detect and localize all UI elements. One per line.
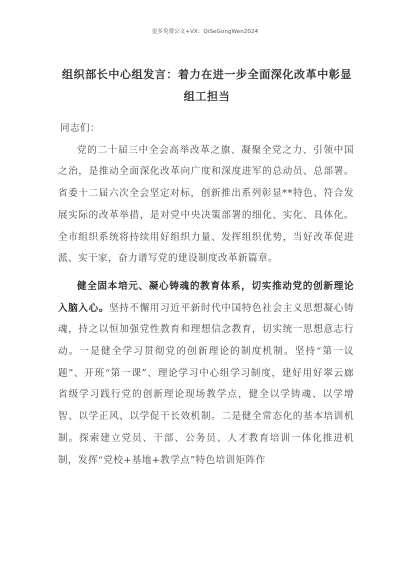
paragraph-1: 党的二十届三中全会高举改革之旗、凝聚全党之力、引领中国之治，是推动全面深化改革向广度和深度进军的总动员、总部署。省委十二届六次全会坚定对标，创新推出系列彰显**特色、符合发展实际的改革举措，是对党中央决策部署的细化、实化、具体化。全市组织系统将持续用好组织力量、发挥组织优势，当好改革促进派、实干家，奋力谱写党的建设制度改革新篇章。 — [58, 144, 354, 265]
document-title: 组织部长中心组发言：着力在进一步全面深化改革中彰显组工担当 — [62, 68, 352, 103]
header-note: 更多免费公文+VX：QiSeGongWen2024 — [151, 29, 259, 35]
paragraph-2-body: 坚持不懈用习近平新时代中国特色社会主义思想凝心铸魂，持之以恒加强党性教育和理想信念教育，切实统一思想意志行动。一是健全学习贯彻党的创新理论的制度机制。坚持“第一议题”、开班“第一课”、理论学习中心组学习制度，建好用好翠云廊省级学习践行党的创新理论现场教学点，健全以学铸魂、以学增智、以学正风、以学促干长效机制。二是健全常态化的基本培训机制。探索建立党员、干部、公务员、人才教育培训一体化推进机制，发挥“党校+基地+教学点”特色培训矩阵作 — [58, 302, 354, 466]
salutation: 同志们： — [60, 123, 101, 134]
document-body — [58, 118, 354, 471]
paragraph-2-lead: 健全固本培元、凝心铸魂的教育体系，切实推动党的创新理论入脑入心。 — [58, 280, 354, 314]
paragraph-2 — [58, 276, 354, 471]
